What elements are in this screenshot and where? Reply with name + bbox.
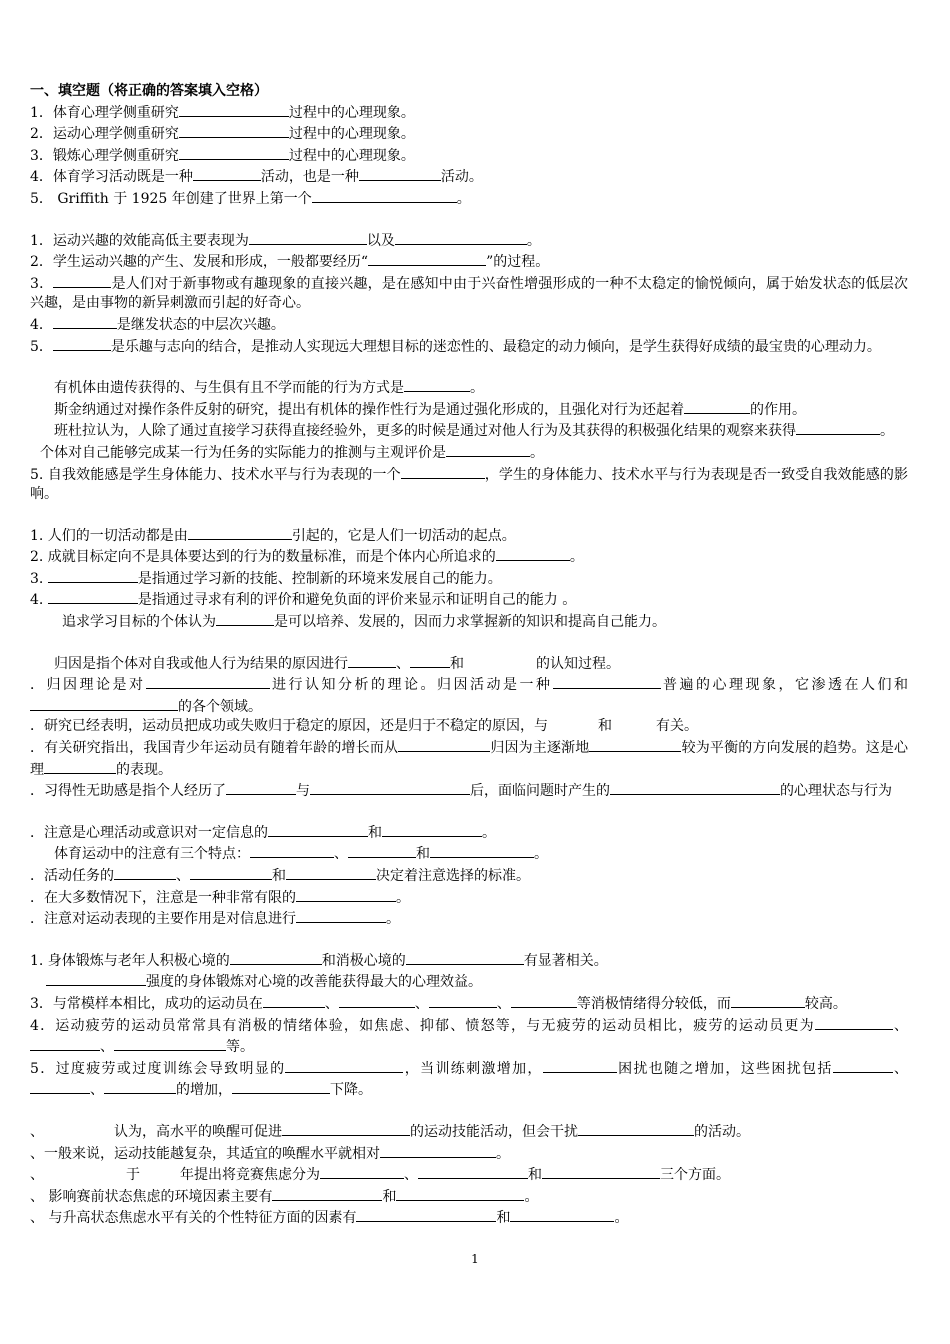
answer-blank[interactable] (395, 230, 527, 245)
question: 2．运动心理学侧重研究 过程中的心理现象。 (30, 123, 908, 145)
question: 1．体育心理学侧重研究 过程中的心理现象。 (30, 102, 908, 124)
answer-blank[interactable] (282, 1121, 410, 1136)
question: 、 于 年提出将竞赛焦虑分为 、 和 三个方面。 (30, 1164, 908, 1186)
answer-blank[interactable] (268, 822, 368, 837)
answer-blank[interactable] (553, 674, 661, 689)
question: 2. 成就目标定向不是具体要达到的行为的数量标准，而是个体内心所追求的 。 (30, 546, 908, 568)
answer-blank[interactable] (190, 865, 272, 880)
answer-blank[interactable] (46, 971, 146, 986)
answer-blank[interactable] (296, 887, 396, 902)
answer-blank[interactable] (543, 1058, 617, 1073)
question: 1. 身体锻炼与老年人积极心境的 和消极心境的 有显著相关。 (30, 950, 908, 972)
answer-blank[interactable] (310, 780, 470, 795)
question: 5. 自我效能感是学生身体能力、技术水平与行为表现的一个 ，学生的身体能力、技术水平与行为表现是否一致受自我效能感的影响。 (30, 464, 908, 505)
question: 斯金纳通过对操作条件反射的研究，提出有机体的操作性行为是通过强化形成的，且强化对行为还起着 的作用。 (30, 399, 908, 421)
answer-blank[interactable] (53, 314, 117, 329)
answer-blank[interactable] (179, 123, 289, 138)
question: 3．与常模样本相比，成功的运动员在 、 、 、 等消极情绪得分较低，而 较高。 (30, 993, 908, 1015)
answer-blank[interactable] (356, 1207, 496, 1222)
section-2 (30, 230, 908, 358)
answer-blank[interactable] (496, 546, 570, 561)
question: ．习得性无助感是指个人经历了 与 后，面临问题时产生的 的心理状态与行为 (30, 780, 908, 802)
answer-blank[interactable] (410, 653, 450, 668)
answer-blank[interactable] (285, 1058, 403, 1073)
question: 归因是指个体对自我或他人行为结果的原因进行 、 和 的认知过程。 (30, 653, 908, 675)
answer-blank[interactable] (815, 1015, 893, 1030)
question: 5． Griffith 于 1925 年创建了世界上第一个 。 (30, 188, 908, 210)
question: ．归因理论是对 进行认知分析的理论。归因活动是一种 普遍的心理现象，它渗透在人们和的各个领域。 (30, 674, 908, 717)
answer-blank[interactable] (263, 993, 325, 1008)
section-8 (30, 1121, 908, 1229)
answer-blank[interactable] (30, 696, 178, 711)
answer-blank[interactable] (446, 442, 530, 457)
answer-blank[interactable] (404, 377, 470, 392)
question: 、 影响赛前状态焦虑的环境因素主要有 和 。 (30, 1186, 908, 1208)
question: 强度的身体锻炼对心境的改善能获得最大的心理效益。 (30, 971, 908, 993)
answer-blank[interactable] (114, 865, 176, 880)
answer-blank[interactable] (114, 1036, 226, 1051)
answer-blank[interactable] (146, 674, 270, 689)
question: 、一般来说，运动技能越复杂，其适宜的唤醒水平就相对 。 (30, 1143, 908, 1165)
answer-blank[interactable] (193, 166, 261, 181)
question: 体育运动中的注意有三个特点： 、 和 。 (30, 843, 908, 865)
answer-blank[interactable] (796, 420, 880, 435)
answer-blank[interactable] (348, 843, 416, 858)
answer-blank[interactable] (348, 653, 396, 668)
answer-blank[interactable] (179, 145, 289, 160)
section-4 (30, 525, 908, 633)
answer-blank[interactable] (216, 611, 274, 626)
answer-blank[interactable] (542, 1164, 660, 1179)
question: 3．锻炼心理学侧重研究 过程中的心理现象。 (30, 145, 908, 167)
answer-blank[interactable] (48, 589, 138, 604)
answer-blank[interactable] (578, 1121, 694, 1136)
answer-blank[interactable] (401, 464, 485, 479)
section-7 (30, 950, 908, 1101)
answer-blank[interactable] (312, 188, 457, 203)
answer-blank[interactable] (359, 166, 441, 181)
section-3 (30, 377, 908, 505)
question: 个体对自己能够完成某一行为任务的实际能力的推测与主观评价是 。 (30, 442, 908, 464)
question: 1．运动兴趣的效能高低主要表现为 以及 。 (30, 230, 908, 252)
answer-blank[interactable] (339, 993, 415, 1008)
question: 有机体由遗传获得的、与生俱有且不学而能的行为方式是 。 (30, 377, 908, 399)
section-title: 一、填空题（将正确的答案填入空格） (30, 83, 268, 99)
answer-blank[interactable] (48, 568, 138, 583)
section-5 (30, 653, 908, 802)
answer-blank[interactable] (418, 1164, 528, 1179)
answer-blank[interactable] (398, 737, 490, 752)
answer-blank[interactable] (510, 1207, 614, 1222)
question: ．活动任务的 、 和 决定着注意选择的标准。 (30, 865, 908, 887)
answer-blank[interactable] (44, 759, 116, 774)
question: 追求学习目标的个体认为 是可以培养、发展的，因而力求掌握新的知识和提高自己能力。 (30, 611, 908, 633)
answer-blank[interactable] (230, 950, 322, 965)
answer-blank[interactable] (53, 273, 111, 288)
answer-blank[interactable] (396, 1186, 524, 1201)
answer-blank[interactable] (382, 822, 482, 837)
question: 1. 人们的一切活动都是由 引起的，它是人们一切活动的起点。 (30, 525, 908, 547)
page-number: 1 (471, 1252, 479, 1266)
question: ．注意是心理活动或意识对一定信息的 和 。 (30, 822, 908, 844)
answer-blank[interactable] (286, 865, 376, 880)
answer-blank[interactable] (320, 1164, 404, 1179)
answer-blank[interactable] (833, 1058, 893, 1073)
question: 、 与升高状态焦虑水平有关的个性特征方面的因素有 和 。 (30, 1207, 908, 1229)
question: 4． 是继发状态的中层次兴趣。 (30, 314, 908, 336)
answer-blank[interactable] (232, 1079, 330, 1094)
question: 5．过度疲劳或过度训练会导致明显的 ，当训练刺激增加， 困扰也随之增加，这些困扰包括 、、 的增加， 下降。 (30, 1058, 908, 1101)
answer-blank[interactable] (731, 993, 805, 1008)
question: 4．运动疲劳的运动员常常具有消极的情绪体验，如焦虑、抑郁、愤怒等，与无疲劳的运动员相比，疲劳的运动员更为 、、 等。 (30, 1015, 908, 1058)
answer-blank[interactable] (249, 230, 367, 245)
section-6 (30, 822, 908, 930)
answer-blank[interactable] (104, 1079, 176, 1094)
question: ．有关研究指出，我国青少年运动员有随着年龄的增长而从 归因为主逐渐地 较为平衡的方向发展的趋势。这是心理 的表现。 (30, 737, 908, 780)
answer-blank[interactable] (53, 336, 111, 351)
answer-blank[interactable] (296, 908, 386, 923)
question: 2．学生运动兴趣的产生、发展和形成，一般都要经历“ ”的过程。 (30, 251, 908, 273)
question: 4. 是指通过寻求有利的评价和避免负面的评价来显示和证明自己的能力 。 (30, 589, 908, 611)
question: ．在大多数情况下，注意是一种非常有限的 。 (30, 887, 908, 909)
answer-blank[interactable] (30, 1079, 90, 1094)
answer-blank[interactable] (30, 1036, 100, 1051)
section-1 (30, 102, 908, 210)
answer-blank[interactable] (429, 993, 497, 1008)
answer-blank[interactable] (272, 1186, 382, 1201)
question: ．研究已经表明，运动员把成功或失败归于稳定的原因，还是归于不稳定的原因，与 和 有关。 (30, 718, 698, 735)
question: 5． 是乐趣与志向的结合，是推动人实现远大理想目标的迷恋性的、最稳定的动力倾向，是学生获得好成绩的最宝贵的心理动力。 (30, 336, 908, 358)
question: 、 认为，高水平的唤醒可促进 的运动技能活动，但会干扰 的活动。 (30, 1121, 908, 1143)
answer-blank[interactable] (188, 525, 292, 540)
answer-blank[interactable] (684, 399, 750, 414)
answer-blank[interactable] (380, 1143, 496, 1158)
answer-blank[interactable] (589, 737, 681, 752)
answer-blank[interactable] (610, 780, 780, 795)
question: 3． 是人们对于新事物或有趣现象的直接兴趣，是在感知中由于兴奋性增强形成的一种不太稳定的愉悦倾向，属于始发状态的低层次兴趣，是由事物的新异刺激而引起的好奇心。 (30, 273, 908, 314)
answer-blank[interactable] (179, 102, 289, 117)
question: ．注意对运动表现的主要作用是对信息进行 。 (30, 908, 908, 930)
answer-blank[interactable] (511, 993, 577, 1008)
document-page (30, 82, 908, 1229)
question: 3. 是指通过学习新的技能、控制新的环境来发展自己的能力。 (30, 568, 908, 590)
question: 4．体育学习活动既是一种 活动，也是一种 活动。 (30, 166, 908, 188)
answer-blank[interactable] (226, 780, 296, 795)
answer-blank[interactable] (250, 843, 334, 858)
answer-blank[interactable] (430, 843, 534, 858)
answer-blank[interactable] (406, 950, 524, 965)
question: 班杜拉认为，人除了通过直接学习获得直接经验外，更多的时候是通过对他人行为及其获得的积极强化结果的观察来获得 。 (30, 420, 908, 442)
answer-blank[interactable] (368, 251, 486, 266)
